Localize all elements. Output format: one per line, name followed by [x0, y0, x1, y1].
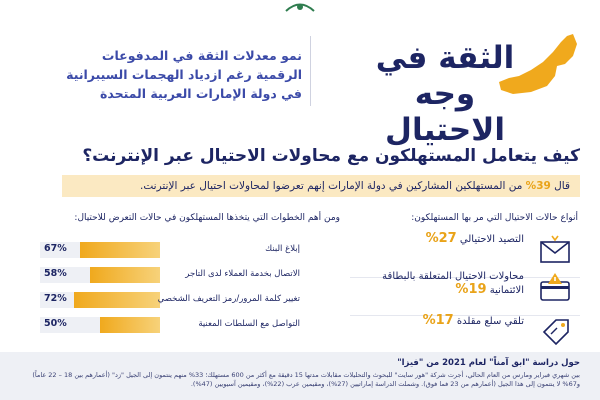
envelope-icon: [538, 234, 572, 268]
step-value: 67%: [44, 243, 67, 254]
fraud-type-name: تلقي سلع مقلدة: [456, 316, 524, 327]
step-row: [40, 240, 300, 258]
footer-title: حول دراسة "ابق آمناً" لعام 2021 من "فيزا": [397, 358, 580, 368]
hero-subtitle: [52, 46, 302, 103]
hero-title-line1: الثقة في: [375, 40, 515, 76]
step-bar-fill: [90, 267, 160, 283]
step-bar-fill: [80, 242, 160, 258]
step-label: إبلاغ البنك: [265, 244, 300, 254]
hero-title: [350, 40, 540, 148]
fraud-type-item: [345, 266, 580, 316]
footer: [0, 352, 600, 400]
credit-card-icon: [538, 272, 572, 306]
step-value: 58%: [44, 268, 67, 279]
hero-divider: [310, 36, 311, 106]
fraud-type-percent: 27%: [425, 231, 457, 246]
fraud-type-label: [374, 270, 524, 297]
step-row: [40, 290, 300, 308]
fraud-type-percent: 19%: [455, 282, 487, 297]
step-bar-track: [40, 267, 160, 283]
hero-subtitle-line3: في دولة الإمارات العربية المتحدة: [99, 86, 302, 101]
hero-subtitle-line1: نمو معدلات الثقة في المدفوعات: [101, 48, 302, 63]
fraud-type-label: [374, 232, 524, 246]
step-bar-track: [40, 292, 160, 308]
step-bar-fill: [74, 292, 160, 308]
section-title: كيف يتعامل المستهلكون مع محاولات الاحتيال عبر الإنترنت؟: [82, 146, 580, 166]
step-bar-track: [40, 242, 160, 258]
step-label: التواصل مع السلطات المعنية: [198, 319, 300, 329]
highlight-bar: [62, 175, 580, 197]
emblem-icon: [282, 0, 318, 12]
highlight-prefix: قال: [550, 180, 570, 192]
step-value: 72%: [44, 293, 67, 304]
steps-heading: ومن أهم الخطوات التي يتخذها المستهلكون في حالات التعرض للاحتيال:: [74, 213, 340, 223]
step-label: تغيير كلمة المرور/رمز التعريف الشخصي: [157, 294, 300, 304]
hero-title-line2: وجه الاحتيال: [385, 76, 505, 148]
price-tag-icon: [538, 316, 572, 350]
types-heading: أنواع حالات الاحتيال التي مر بها المستهلكون:: [411, 213, 578, 223]
footer-body: بين شهري فبراير ومارس من العام الحالي، أجرت شركة "هور سايت" للبحوث والتحليلات مقابلات مدتها 15 دقيقة مع أكثر من 600 مستهلك؛ 33% منهم ينتمون إلى الجيل "زد" (أعمارهم بين 18 – 22 عاماً) و67% لا ينتمون إلى هذا الجيل (أعمارهم من 23 فما فوق). وشملت الدراسة إماراتيين (27%)، ومقيمين عرب (22%)، ومقيمين آسيويين (47%).: [32, 371, 580, 388]
hero-subtitle-line2: الرقمية رغم ازدياد الهجمات السيبرانية: [66, 67, 302, 82]
fraud-type-name: محاولات الاحتيال المتعلقة بالبطاقة الائتمانية: [382, 271, 524, 296]
highlight-percent: 39%: [525, 180, 551, 192]
step-bar-fill: [100, 317, 160, 333]
fraud-type-name: التصيد الاحتيالي: [459, 234, 524, 245]
highlight-suffix: من المستهلكين المشاركين في دولة الإمارات إنهم تعرضوا لمحاولات احتيال عبر الإنترنت.: [140, 180, 526, 192]
step-bar-track: [40, 317, 160, 333]
step-row: [40, 265, 300, 283]
step-value: 50%: [44, 318, 67, 329]
step-row: [40, 315, 300, 333]
fraud-type-percent: 17%: [422, 313, 454, 328]
step-label: الاتصال بخدمة العملاء لدى التاجر: [185, 269, 300, 279]
top-strip: [0, 0, 600, 14]
fraud-type-label: [374, 314, 524, 328]
